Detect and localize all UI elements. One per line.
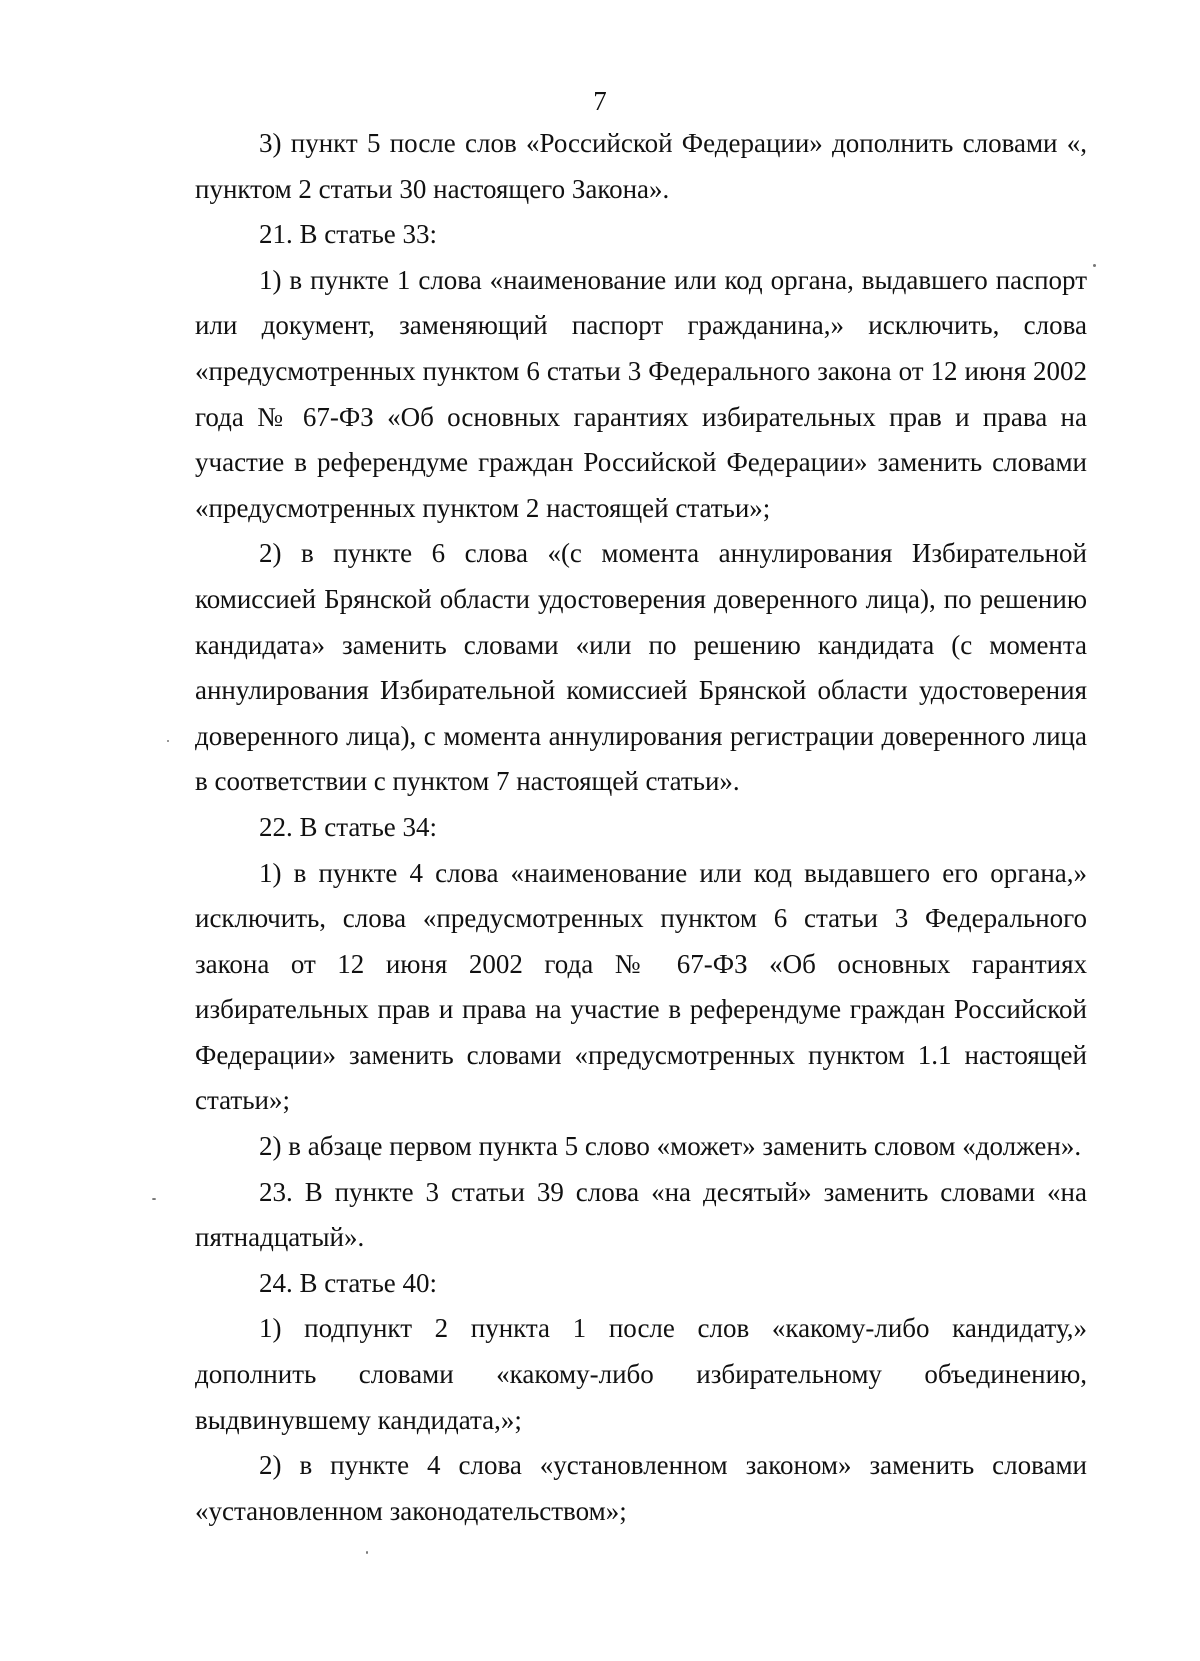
paragraph-section-24-heading: 24. В статье 40: bbox=[259, 1267, 438, 1298]
paragraph-item-3-point-5: 3) пункт 5 после слов «Российской Федерации» дополнить словами «, пунктом 2 статьи 30 настоящего Закона». bbox=[195, 128, 1087, 204]
document-body bbox=[195, 121, 1087, 1534]
paragraph-section-22-heading: 22. В статье 34: bbox=[259, 811, 438, 842]
paragraph-section-22-item-2: 2) в абзаце первом пункта 5 слово «может» заменить словом «должен». bbox=[259, 1131, 1082, 1162]
paragraph-section-23: 23. В пункте 3 статьи 39 слова «на десятый» заменить словами «на пятнадцатый». bbox=[195, 1176, 1087, 1253]
paragraph-section-24-item-1: 1) подпункт 2 пункта 1 после слов «какому-либо кандидату,» дополнить словами «какому-либо избирательному объединению, выдвинувшему кандидата,»; bbox=[195, 1313, 1087, 1435]
paragraph-section-21-item-1: 1) в пункте 1 слова «наименование или код органа, выдавшего паспорт или документ, заменяющий паспорт гражданина,» исключить, слова «предусмотренных пунктом 6 статьи 3 Федерального закона от 12 июня 2002 года № 67-ФЗ «Об основных гарантиях избирательных прав и права на участие в референдуме граждан Российской Федерации» заменить словами «предусмотренных пунктом 2 настоящей статьи»; bbox=[195, 264, 1087, 523]
paragraph-section-21-heading: 21. В статье 33: bbox=[259, 219, 438, 250]
paragraph-section-22-item-1: 1) в пункте 4 слова «наименование или код выдавшего его органа,» исключить, слова «предусмотренных пунктом 6 статьи 3 Федерального закона от 12 июня 2002 года № 67-ФЗ «Об основных гарантиях избирательных прав и права на участие в референдуме граждан Российской Федерации» заменить словами «предусмотренных пунктом 1.1 настоящей статьи»; bbox=[195, 857, 1087, 1116]
scan-speck bbox=[1093, 264, 1096, 267]
paragraph-section-24-item-2: 2) в пункте 4 слова «установленном законом» заменить словами «установленном законодательством»; bbox=[195, 1450, 1087, 1526]
scan-speck bbox=[366, 1551, 368, 1554]
paragraph-section-21-item-2: 2) в пункте 6 слова «(с момента аннулирования Избирательной комиссией Брянской области удостоверения доверенного лица), по решению кандидата» заменить словами «или по решению кандидата (с момента аннулирования Избирательной комиссией Брянской области удостоверения доверенного лица), с момента аннулирования регистрации доверенного лица в соответствии с пунктом 7 настоящей статьи». bbox=[195, 538, 1087, 797]
scan-speck bbox=[152, 1198, 156, 1200]
scan-speck bbox=[167, 740, 169, 742]
page-number: 7 bbox=[593, 86, 607, 116]
